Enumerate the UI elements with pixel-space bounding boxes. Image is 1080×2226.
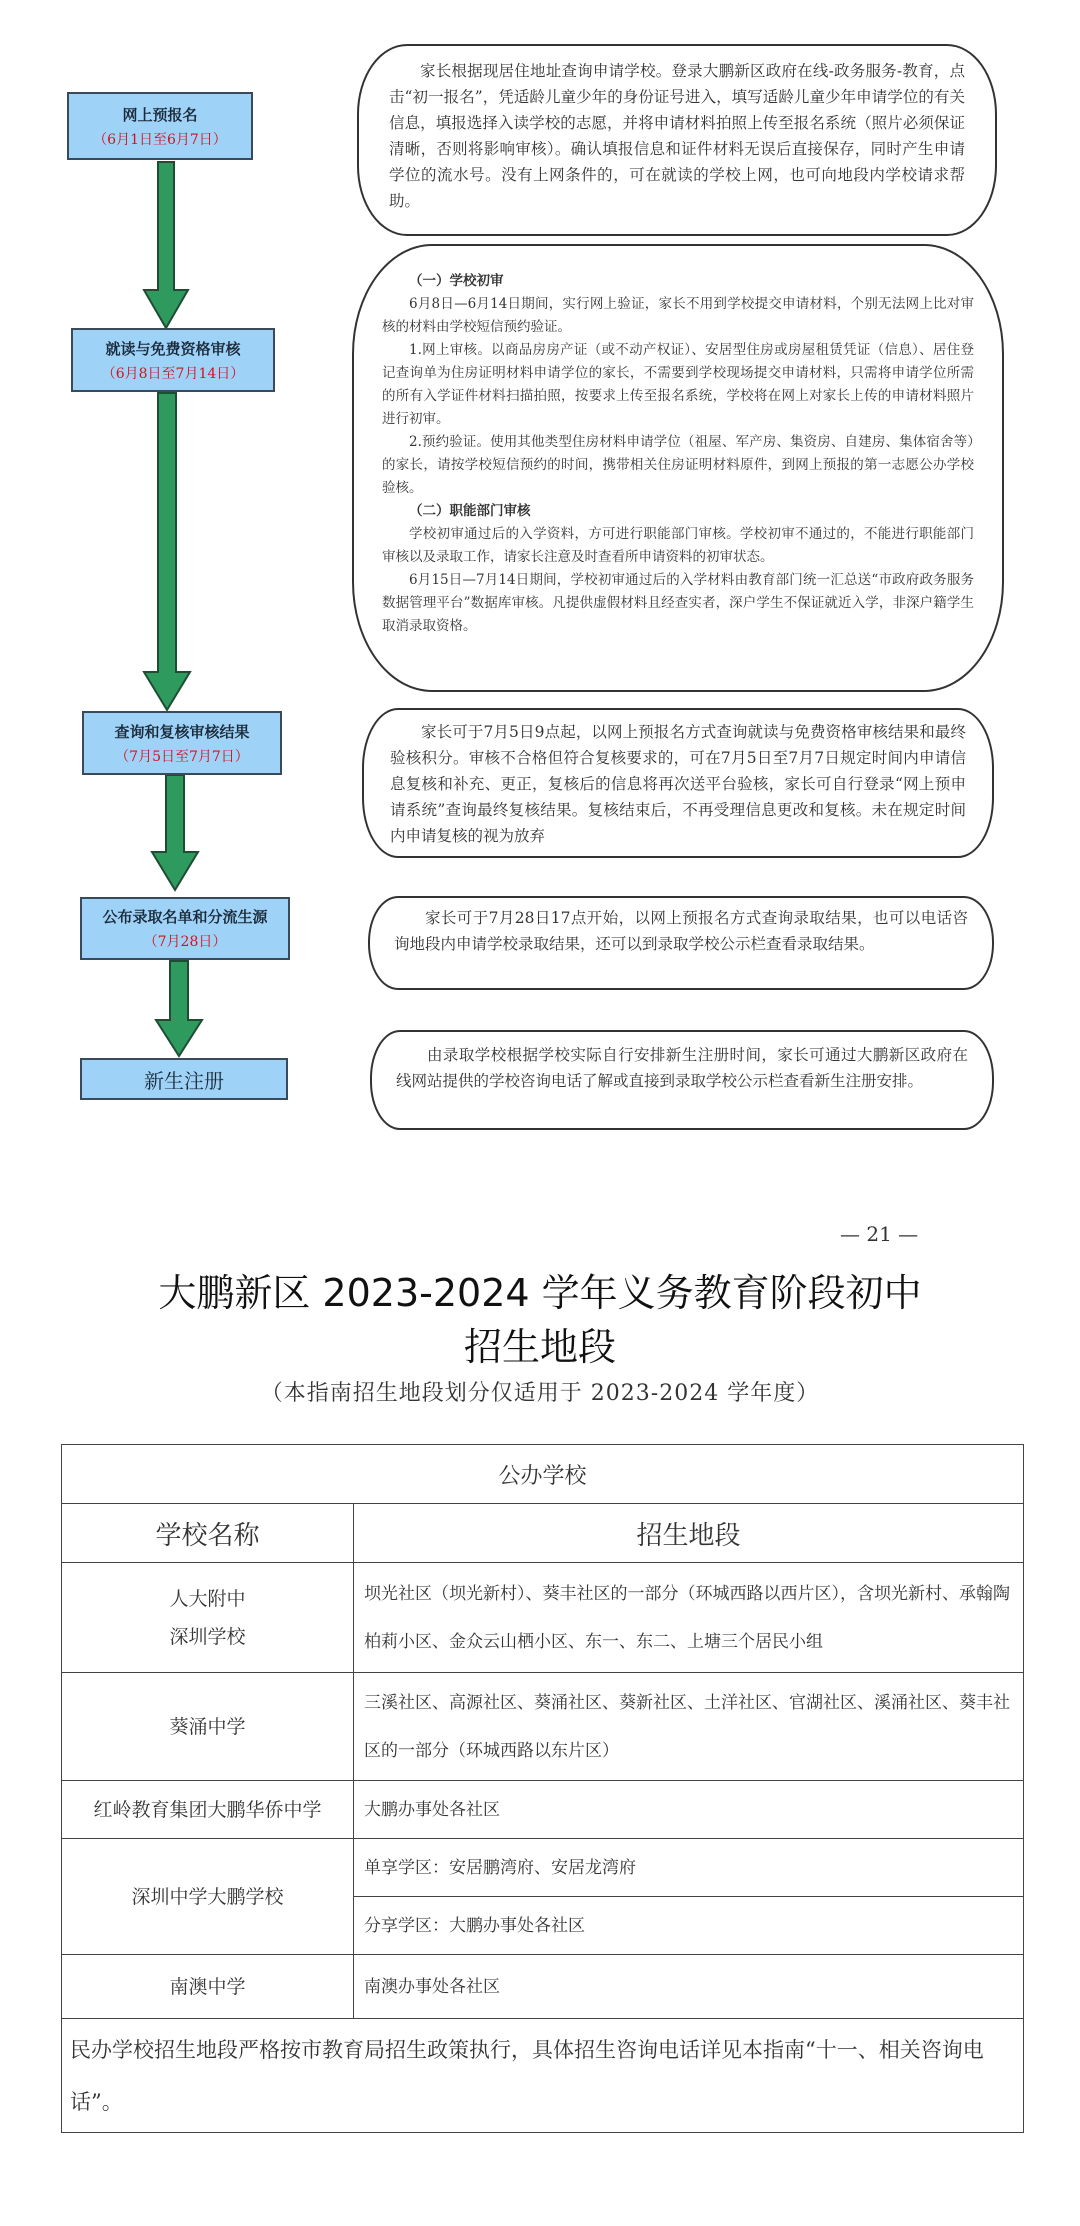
header-school-name: 学校名称 xyxy=(62,1504,354,1563)
arrow-3 xyxy=(152,775,198,890)
school-zone: 南澳办事处各社区 xyxy=(354,1955,1024,2019)
step-title: 就读与免费资格审核 xyxy=(105,339,241,358)
school-name-line: 深圳学校 xyxy=(169,1625,246,1648)
table-footer-row xyxy=(62,2019,1024,2133)
review-paragraph: 学校初审通过后的入学资料，方可进行职能部门审核。学校初审不通过的，不能进行职能部门审核以及录取工作，请家长注意及时查看所申请资料的初审状态。 xyxy=(382,526,974,565)
school-zone: 坝光社区（坝光新村）、葵丰社区的一部分（环城西路以西片区），含坝光新村、承翰陶柏莉小区、金众云山栖小区、东一、东二、上塘三个居民小组 xyxy=(354,1563,1024,1673)
step-new-student-registration xyxy=(80,1058,288,1100)
school-name xyxy=(62,1563,354,1673)
step-online-preregistration xyxy=(67,92,253,160)
step-date: （6月8日至7月14日） xyxy=(101,365,245,382)
arrow-1 xyxy=(144,162,188,328)
step-publish-admission-list xyxy=(80,897,290,960)
review-heading-school: （一）学校初审 xyxy=(409,273,504,289)
review-paragraph: 1.网上审核。以商品房房产证（或不动产权证）、安居型住房或房屋租赁凭证（信息）、居住登记查询单为住房证明材料申请学位的家长，不需要到学校现场提交申请材料，只需将申请学位所需的所有入学证件材料扫描拍照，按要求上传至报名系统，学校将在网上对家长上传的申请材料照片进行初审。 xyxy=(382,342,974,427)
school-name-line: 人大附中 xyxy=(169,1587,246,1610)
section-subtitle: （本指南招生地段划分仅适用于 2023-2024 学年度） xyxy=(260,1381,820,1406)
step-title: 新生注册 xyxy=(144,1068,224,1093)
desc-eligibility-review xyxy=(352,244,1004,692)
table-row xyxy=(62,1839,1024,1897)
arrow-2 xyxy=(144,393,190,710)
step-date: （7月5日至7月7日） xyxy=(115,748,249,765)
table-header-row xyxy=(62,1504,1024,1563)
school-zone-shared: 分享学区：大鹏办事处各社区 xyxy=(354,1897,1024,1955)
step-title: 查询和复核审核结果 xyxy=(114,722,250,741)
review-heading-department: （二）职能部门审核 xyxy=(409,503,531,519)
section-title: 大鹏新区 2023-2024 学年义务教育阶段初中 xyxy=(158,1271,922,1315)
table-row xyxy=(62,1781,1024,1839)
desc-text: 家长根据现居住地址查询申请学校。登录大鹏新区政府在线-政务服务-教育，点击“初一报名”，凭适龄儿童少年的身份证号进入，填写适龄儿童少年申请学位的有关信息，填报选择入读学校的志愿，并将申请材料拍照上传至报名系统（照片必须保证清晰，否则将影响审核）。确认填报信息和证件材料无误后直接保存，同时产生申请学位的流水号。没有上网条件的，可在就读的学校上网，也可向地段内学校请求帮助。 xyxy=(389,62,965,210)
enrollment-zone-table xyxy=(61,1444,1024,2133)
arrow-4 xyxy=(156,961,202,1056)
school-name: 深圳中学大鹏学校 xyxy=(62,1839,354,1955)
desc-query-review-result xyxy=(362,708,994,858)
table-caption-row xyxy=(62,1445,1024,1504)
school-name: 红岭教育集团大鹏华侨中学 xyxy=(62,1781,354,1839)
page-number: — 21 — xyxy=(840,1222,919,1246)
school-zone-exclusive: 单享学区：安居鹏湾府、安居龙湾府 xyxy=(354,1839,1024,1897)
desc-text: 由录取学校根据学校实际自行安排新生注册时间，家长可通过大鹏新区政府在线网站提供的学校咨询电话了解或直接到录取学校公示栏查看新生注册安排。 xyxy=(396,1046,968,1090)
review-paragraph: 2.预约验证。使用其他类型住房材料申请学位（祖屋、军产房、集资房、自建房、集体宿舍等）的家长，请按学校短信预约的时间，携带相关住房证明材料原件，到网上预报的第一志愿公办学校验核。 xyxy=(382,434,974,496)
desc-text: 家长可于7月28日17点开始，以网上预报名方式查询录取结果，也可以电话咨询地段内申请学校录取结果，还可以到录取学校公示栏查看录取结果。 xyxy=(394,909,968,953)
step-date: （7月28日） xyxy=(143,934,227,950)
school-name: 南澳中学 xyxy=(62,1955,354,2019)
desc-text: 家长可于7月5日9点起，以网上预报名方式查询就读与免费资格审核结果和最终验核积分。审核不合格但符合复核要求的，可在7月5日至7月7日规定时间内申请信息复核和补充、更正，复核后的信息将再次送平台验核，家长可自行登录“网上预申请系统”查询最终复核结果。复核结束后，不再受理信息更改和复核。未在规定时间内申请复核的视为放弃 xyxy=(390,723,966,845)
school-zone: 三溪社区、高源社区、葵涌社区、葵新社区、土洋社区、官湖社区、溪涌社区、葵丰社区的一部分（环城西路以东片区） xyxy=(354,1673,1024,1781)
school-name: 葵涌中学 xyxy=(62,1673,354,1781)
review-paragraph: 6月15日—7月14日期间，学校初审通过后的入学材料由教育部门统一汇总送“市政府政务服务数据管理平台”数据库审核。凡提供虚假材料且经查实者，深户学生不保证就近入学，非深户籍学生取消录取资格。 xyxy=(382,572,974,634)
desc-admission-result xyxy=(368,896,994,990)
private-school-note: 民办学校招生地段严格按市教育局招生政策执行，具体招生咨询电话详见本指南“十一、相关咨询电话”。 xyxy=(62,2019,1024,2133)
review-paragraph: 6月8日—6月14日期间，实行网上验证，家长不用到学校提交申请材料，个别无法网上比对审核的材料由学校短信预约验证。 xyxy=(382,296,974,335)
desc-new-student-registration xyxy=(370,1030,994,1130)
header-enrollment-zone: 招生地段 xyxy=(354,1504,1024,1563)
step-title: 网上预报名 xyxy=(122,105,198,124)
table-row xyxy=(62,1673,1024,1781)
step-query-review-result xyxy=(82,711,282,775)
desc-online-preregistration xyxy=(357,44,997,236)
step-date: （6月1日至6月7日） xyxy=(93,131,227,148)
step-title: 公布录取名单和分流生源 xyxy=(102,908,268,926)
table-row xyxy=(62,1563,1024,1673)
section-title-line2: 招生地段 xyxy=(463,1325,616,1369)
step-eligibility-review xyxy=(71,328,275,392)
table-caption: 公办学校 xyxy=(62,1445,1024,1504)
table-row xyxy=(62,1955,1024,2019)
school-zone: 大鹏办事处各社区 xyxy=(354,1781,1024,1839)
